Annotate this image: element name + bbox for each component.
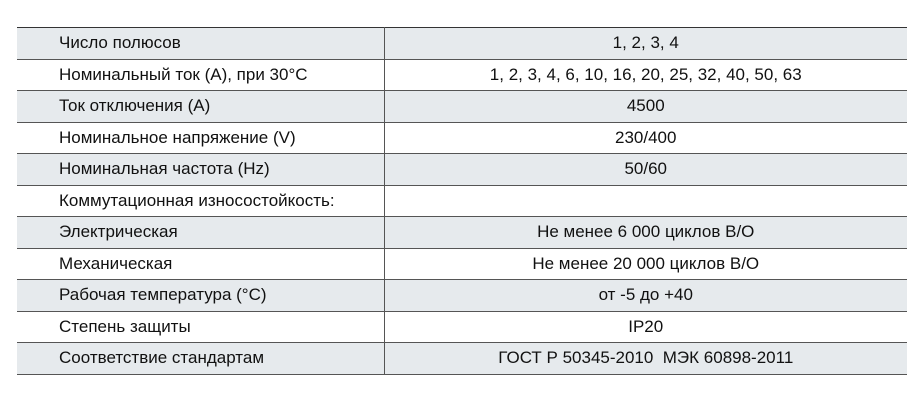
spec-value-protection-degree: IP20 — [384, 311, 907, 343]
table-row — [17, 185, 907, 217]
spec-value-breaking-current: 4500 — [384, 91, 907, 123]
spec-value-rated-frequency: 50/60 — [384, 154, 907, 186]
spec-value-poles: 1, 2, 3, 4 — [384, 28, 907, 60]
spec-label-poles: Число полюсов — [17, 28, 384, 60]
spec-value-switching-endurance — [384, 185, 907, 217]
spec-label-operating-temperature: Рабочая температура (°С) — [17, 280, 384, 312]
spec-label-breaking-current: Ток отключения (A) — [17, 91, 384, 123]
table-row — [17, 217, 907, 249]
spec-label-standards: Соответствие стандартам — [17, 343, 384, 375]
table-row — [17, 311, 907, 343]
spec-value-operating-temperature: от -5 до +40 — [384, 280, 907, 312]
spec-label-electrical: Электрическая — [17, 217, 384, 249]
table-row — [17, 280, 907, 312]
spec-label-rated-frequency: Номинальная частота (Hz) — [17, 154, 384, 186]
table-row — [17, 59, 907, 91]
spec-value-standards: ГОСТ Р 50345-2010 МЭК 60898-2011 — [384, 343, 907, 375]
table-row — [17, 343, 907, 375]
spec-label-protection-degree: Степень защиты — [17, 311, 384, 343]
table-row — [17, 28, 907, 60]
spec-label-mechanical: Механическая — [17, 248, 384, 280]
table-row — [17, 91, 907, 123]
spec-label-rated-current: Номинальный ток (A), при 30°С — [17, 59, 384, 91]
spec-value-rated-current: 1, 2, 3, 4, 6, 10, 16, 20, 25, 32, 40, 50, 63 — [384, 59, 907, 91]
spec-value-mechanical: Не менее 20 000 циклов В/О — [384, 248, 907, 280]
table-row — [17, 154, 907, 186]
spec-value-rated-voltage: 230/400 — [384, 122, 907, 154]
spec-label-switching-endurance: Коммутационная износостойкость: — [17, 185, 384, 217]
spec-value-electrical: Не менее 6 000 циклов В/О — [384, 217, 907, 249]
table-row — [17, 248, 907, 280]
specifications-table — [17, 27, 907, 375]
spec-label-rated-voltage: Номинальное напряжение (V) — [17, 122, 384, 154]
table-row — [17, 122, 907, 154]
